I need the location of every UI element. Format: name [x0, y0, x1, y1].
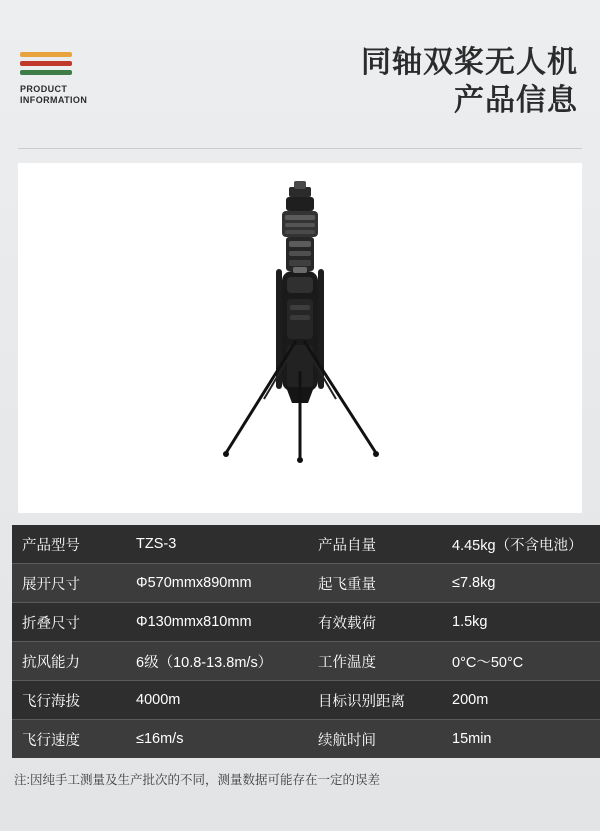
spec-value: Φ130mmx810mm: [126, 603, 308, 642]
logo-bar-green: [20, 70, 72, 75]
spec-label: 产品自量: [308, 525, 442, 564]
spec-label: 工作温度: [308, 642, 442, 681]
spec-value: 4.45kg（不含电池）: [442, 525, 600, 564]
spec-value: ≤7.8kg: [442, 564, 600, 603]
spec-label: 目标识别距离: [308, 681, 442, 720]
header-divider: [18, 148, 582, 149]
table-row: [12, 603, 600, 642]
spec-label: 抗风能力: [12, 642, 126, 681]
brand-line-2: INFORMATION: [20, 95, 88, 105]
product-image-panel: [18, 163, 582, 513]
spec-value: 4000m: [126, 681, 308, 720]
table-row: [12, 525, 600, 564]
page-title: [361, 44, 578, 120]
table-row: [12, 564, 600, 603]
spec-value: Φ570mmx890mm: [126, 564, 308, 603]
spec-label: 起飞重量: [308, 564, 442, 603]
spec-value: 1.5kg: [442, 603, 600, 642]
spec-value: TZS-3: [126, 525, 308, 564]
spec-table: [12, 525, 600, 758]
spec-label: 产品型号: [12, 525, 126, 564]
drone-illustration: [190, 181, 410, 501]
brand-line-1: PRODUCT: [20, 84, 68, 94]
spec-value: 0°C～50°C: [442, 642, 600, 681]
page-title-line-2: 产品信息: [454, 84, 578, 117]
spec-label: 展开尺寸: [12, 564, 126, 603]
table-row: [12, 642, 600, 681]
page-header: [0, 0, 600, 155]
spec-label: 有效载荷: [308, 603, 442, 642]
spec-value: ≤16m/s: [126, 720, 308, 759]
spec-label: 折叠尺寸: [12, 603, 126, 642]
logo-bars-icon: [20, 52, 72, 75]
table-row: [12, 681, 600, 720]
measurement-note: 注:因纯手工测量及生产批次的不同，测量数据可能存在一定的误差: [14, 773, 380, 787]
spec-value: 200m: [442, 681, 600, 720]
spec-label: 飞行速度: [12, 720, 126, 759]
logo-bar-red: [20, 61, 72, 66]
spec-label: 续航时间: [308, 720, 442, 759]
spec-value: 6级（10.8-13.8m/s）: [126, 642, 308, 681]
spec-label: 飞行海拔: [12, 681, 126, 720]
logo-bar-orange: [20, 52, 72, 57]
page-title-line-1: 同轴双桨无人机: [361, 46, 578, 79]
brand-logo: [20, 52, 130, 106]
table-row: [12, 720, 600, 759]
spec-value: 15min: [442, 720, 600, 759]
brand-name: [20, 84, 130, 106]
